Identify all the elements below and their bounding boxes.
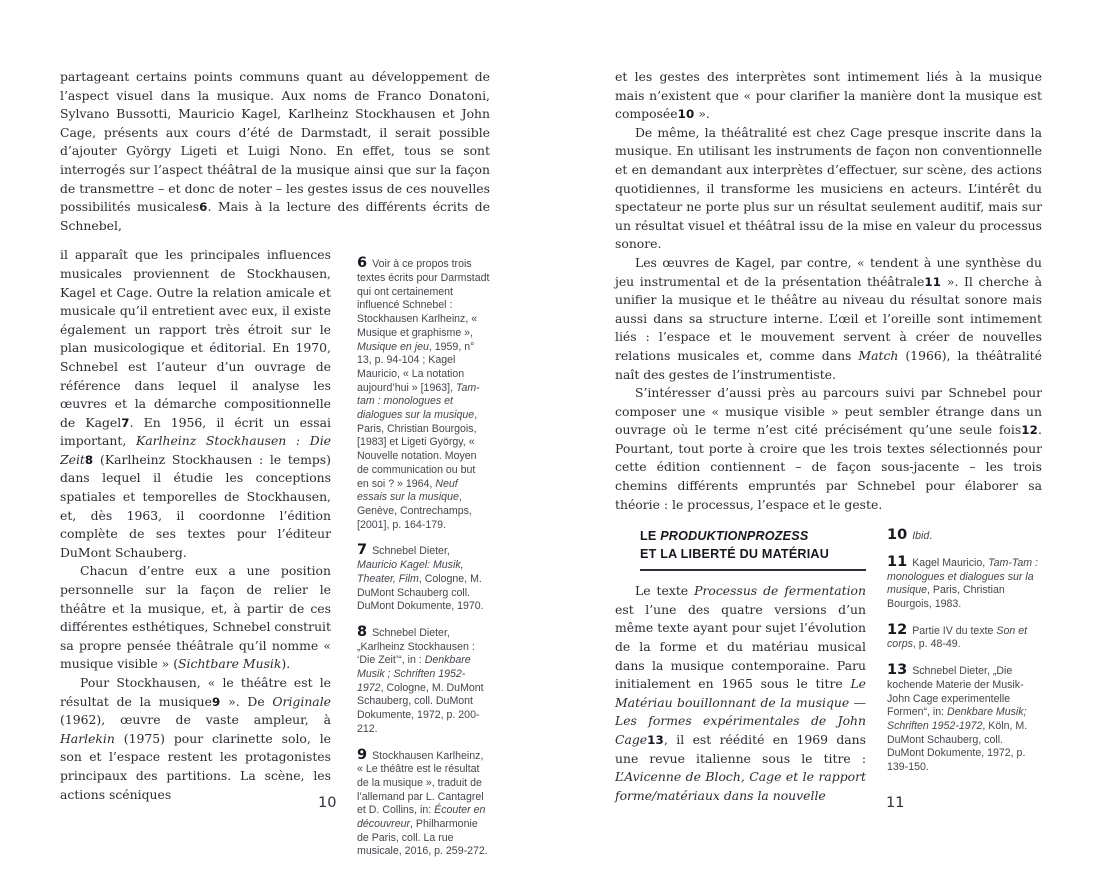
section-heading-line2: ET LA LIBERTÉ DU MATÉRIAU (640, 546, 829, 561)
right-main-column (615, 528, 866, 805)
footnote-number: 12 (887, 621, 908, 638)
footnote-number: 10 (887, 527, 908, 544)
section-heading-line1: LE PRODUKTIONPROZESS (640, 529, 809, 544)
right-lower-block (615, 528, 1042, 805)
paragraph: et les gestes des interprètes sont intimement liés à la musique mais n’existent que « pour clarifier la manière dont la musique est composée10 ». (615, 69, 1042, 122)
paragraph: Le texte Processus de fermentation est l’une des quatre versions d’un même texte ayant pour sujet l’évolution de la forme et du matériau musical dans la musique contemporaine. Paru initialement en 1965 sous le titre Le Matériau bouillonnant de la musique — Les formes expérimentales de John Cage13, il est réédité en 1969 dans une revue italienne sous le titre : L’Avicenne de Bloch, Cage et le rapport forme/matériaux dans la nouvelle (615, 583, 866, 803)
footnote-ref-9: 9 (212, 694, 221, 709)
section-heading (640, 528, 866, 571)
footnote-text: Schnebel Dieter, Mauricio Kagel: Musik, Theater, Film, Cologne, M. DuMont Schauberg coll. DuMont Dokumente, 1970. (357, 545, 484, 613)
left-footnotes-column (357, 246, 490, 872)
footnote-text: Kagel Mauricio, Tam-Tam : monologues et dialogues sur la musique, Paris, Christian Bourgois, 1983. (887, 556, 1038, 611)
footnote-text: Voir à ce propos trois textes écrits pour Darmstadt qui ont certainement influencé Schnebel : Stockhausen Karlheinz, « Musique et graphisme », Musique en jeu, 1959, n° 13, p. 94-104 ; Kagel Mauricio, « La notation aujourd’hui » [1963], Tam-tam : monologues et dialogues sur la musique, Paris, Christian Bourgois, [1983] et Ligeti György, « Nouvelle notation. Moyen de communication ou but en soi ? » 1964, Neuf essais sur la musique, Genève, Contrechamps, [2001], p. 164-179. (357, 258, 490, 531)
footnote-11 (887, 553, 1042, 612)
left-lower-block (60, 246, 490, 872)
footnote-number: 9 (357, 746, 368, 763)
left-intro-paragraph: partageant certains points communs quant au développement de l’aspect visuel dans la musique. Aux noms de Franco Donatoni, Sylvano Bussotti, Mauricio Kagel, Karlheinz Stockhausen et John Cage, présents aux cours d’été de Darmstadt, il serait possible d’ajouter György Ligeti et Luigi Nono. En effet, tous se sont interrogés sur l’aspect théâtral de la musique ainsi que sur la façon de transmettre – et donc de noter – les gestes issus de ces nouvelles possibilités musicales6. Mais à la lecture des différents écrits de Schnebel, (60, 69, 490, 233)
footnote-text: Schnebel Dieter, „Karlheinz Stockhausen : ‘Die Zeit’“, in : Denkbare Musik ; Schriften 1952-1972, Cologne, M. DuMont Schauberg, coll. DuMont Dokumente, 1972, p. 200-212. (357, 626, 484, 735)
footnote-10 (887, 527, 1042, 544)
paragraph: Les œuvres de Kagel, par contre, « tendent à une synthèse du jeu instrumental et de la présentation théâtrale11 ». Il cherche à unifier la musique et le théâtre au niveau du résultat sonore mais aussi dans sa structure interne. L’œil et l’oreille sont intimement liés : l’espace et le mouvement servent à créer de nouvelles relations musicales et, comme dans Match (1966), la théâtralité naît des gestes de l’instrumentiste. (615, 254, 1042, 382)
footnote-13 (887, 662, 1042, 775)
paragraph: S’intéresser d’aussi près au parcours suivi par Schnebel pour composer une « musique visible » peut sembler étrange dans un ouvrage où le terme n’est cité précisément qu’une seule fois12. Pourtant, tout porte à croire que les trois textes sélectionnés pour cette édition contiennent – de façon sous-jacente – les trois chemins différents empruntés par Schnebel pour élaborer sa théorie : le processus, l’espace et le geste. (615, 385, 1042, 512)
page-11 (615, 68, 1042, 836)
footnote-ref-13: 13 (647, 733, 664, 747)
footnote-number: 13 (887, 662, 908, 679)
page-number-left: 10 (318, 795, 337, 811)
right-narrow-column (615, 582, 866, 805)
paragraph: De même, la théâtralité est chez Cage presque inscrite dans la musique. En utilisant les instruments de façon non conventionnelle et en demandant aux interprètes d’effectuer, sur scène, des actions quotidiennes, il transforme les musiciens en acteurs. L’intérêt du spectateur ne porte plus sur un résultat seulement auditif, mais sur un résultat visuel et théâtral issu de la mise en valeur du processus sonore. (615, 124, 1042, 252)
footnote-text: Schnebel Dieter, „Die kochende Materie der Musik- John Cage experimentelle Formen“, in: Denkbare Musik; Schriften 1952-1972, Köln, M. DuMont Schauberg, coll. DuMont Dokumente, 1972, p. 139-150. (887, 665, 1028, 774)
footnote-number: 8 (357, 623, 368, 640)
page-10 (60, 68, 490, 858)
footnote-ref-7: 7 (121, 415, 130, 430)
page-number-right: 11 (886, 795, 905, 811)
footnote-6 (357, 255, 490, 532)
footnote-number: 6 (357, 255, 368, 272)
footnote-9 (357, 746, 490, 860)
footnote-12 (887, 621, 1042, 652)
left-main-column (60, 246, 331, 872)
footnote-ref-10: 10 (677, 107, 695, 122)
right-footnotes-column (887, 528, 1042, 805)
footnote-number: 11 (887, 553, 908, 570)
right-main-top-block (615, 68, 1042, 514)
footnote-7 (357, 542, 490, 614)
footnote-number: 7 (357, 542, 368, 559)
footnote-ref-8: 8 (84, 452, 94, 467)
paragraph: il apparaît que les principales influences musicales proviennent de Stockhausen, Kagel et Cage. Outre la relation amicale et musicale qu’il entretient avec eux, il existe également un rapport très étroit sur le plan musicologique et éditorial. En 1970, Schnebel est l’auteur d’un ouvrage de référence dans lequel il analyse les œuvres et la démarche compositionnelle de Kagel7. En 1956, il écrit un essai important, Karlheinz Stockhausen : Die Zeit8 (Karlheinz Stockhausen : le temps) dans lequel il étudie les conceptions spatiales et temporelles de Stockhausen, et, dès 1963, il coordonne l’édition complète de ses textes pour l’éditeur DuMont Schauberg. (60, 247, 331, 560)
paragraph: Chacun d’entre eux a une position personnelle sur la façon de relier le théâtre et la musique, et, à partir de ces différentes esthétiques, Schnebel construit sa propre pensée théâtrale qu’il nomme « musique visible » (Sichtbare Musik). (60, 563, 331, 672)
footnote-ref-6: 6 (199, 200, 208, 215)
footnote-8 (357, 623, 490, 737)
footnote-ref-12: 12 (1021, 423, 1039, 438)
paragraph: Pour Stockhausen, « le théâtre est le résultat de la musique9 ». De Originale (1962), œuvre de vaste ampleur, à Harlekin (1975) pour clarinette solo, le son et l’espace restent les protagonistes principaux des partitions. La scène, les actions scéniques (60, 675, 331, 802)
footnote-ref-11: 11 (924, 274, 942, 289)
footnote-text: Ibid. (912, 530, 933, 543)
footnote-text: Stockhausen Karlheinz, « Le théâtre est le résultat de la musique », traduit de l’allemand par L. Cantagrel et D. Collins, in: Écouter en découvreur, Philharmonie de Paris, coll. La rue musicale, 2016, p. 259-272. (357, 749, 488, 858)
footnote-text: Partie IV du texte Son et corps, p. 48-49. (887, 624, 1028, 651)
